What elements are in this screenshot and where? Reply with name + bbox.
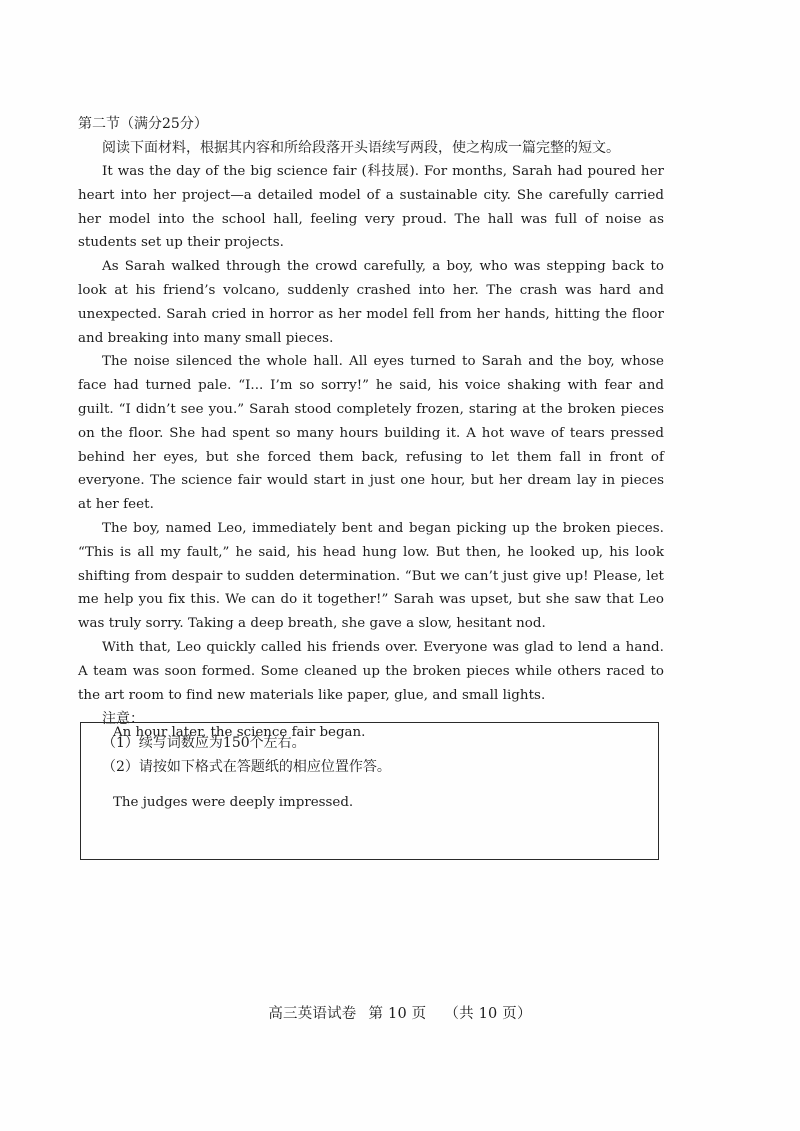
story-paragraph-5: With that, Leo quickly called his friends over. Everyone was glad to lend a hand. A team was soon formed. Some cleaned up the broken pieces while others raced to the art room to find new materials like paper, glue, and small lights.: [78, 639, 664, 703]
answer-box: [80, 722, 659, 860]
answer-opening-2: The judges were deeply impressed.: [113, 795, 354, 810]
section-instruction: 阅读下面材料，根据其内容和所给段落开头语续写两段，使之构成一篇完整的短文。: [102, 140, 620, 156]
page-footer: [0, 1003, 800, 1025]
story-paragraph-1: It was the day of the big science fair (科技展). For months, Sarah had poured her heart into her project—a detailed model of a sustainable city. She carefully carried her model into the school hall, feeling very proud. The hall was full of noise as students set up their projects.: [78, 164, 664, 251]
story-paragraph-3: The noise silenced the whole hall. All eyes turned to Sarah and the boy, whose face had turned pale. “I... I’m so sorry!” he said, his voice shaking with fear and guilt. “I didn’t see you.” Sarah stood completely frozen, staring at the broken pieces on the floor. She had spent so many hours building it. A hot wave of tears pressed behind her eyes, but she forced them back, refusing to let them fall in front of everyone. The science fair would start in just one hour, but her dream lay in pieces at her feet.: [78, 354, 664, 513]
footer-page-number: 第 10 页: [368, 1006, 427, 1022]
section-title: 第二节（满分25分）: [78, 116, 208, 132]
note-item-2: （2）请按如下格式在答题纸的相应位置作答。: [102, 759, 391, 776]
answer-opening-1: An hour later, the science fair began.: [113, 725, 366, 740]
story-paragraph-2: As Sarah walked through the crowd carefully, a boy, who was stepping back to look at his friend’s volcano, suddenly crashed into her. The crash was hard and unexpected. Sarah cried in horror as her model fell from her hands, hitting the floor and breaking into many small pieces.: [78, 259, 664, 346]
footer-total-pages: （共 10 页）: [444, 1006, 532, 1022]
note-item-1: （1）续写词数应为150个左右。: [102, 735, 306, 752]
footer-subject: 高三英语试卷: [268, 1006, 357, 1022]
notes-title: 注意：: [102, 711, 144, 728]
main-content: [78, 112, 664, 779]
story-paragraph-4: The boy, named Leo, immediately bent and began picking up the broken pieces. “This is all my fault,” he said, his head hung low. But then, he looked up, his look shifting from despair to sudden determination. “But we can’t just give up! Please, let me help you fix this. We can do it together!” Sarah was upset, but she saw that Leo was truly sorry. Taking a deep breath, she gave a slow, hesitant nod.: [78, 520, 664, 632]
